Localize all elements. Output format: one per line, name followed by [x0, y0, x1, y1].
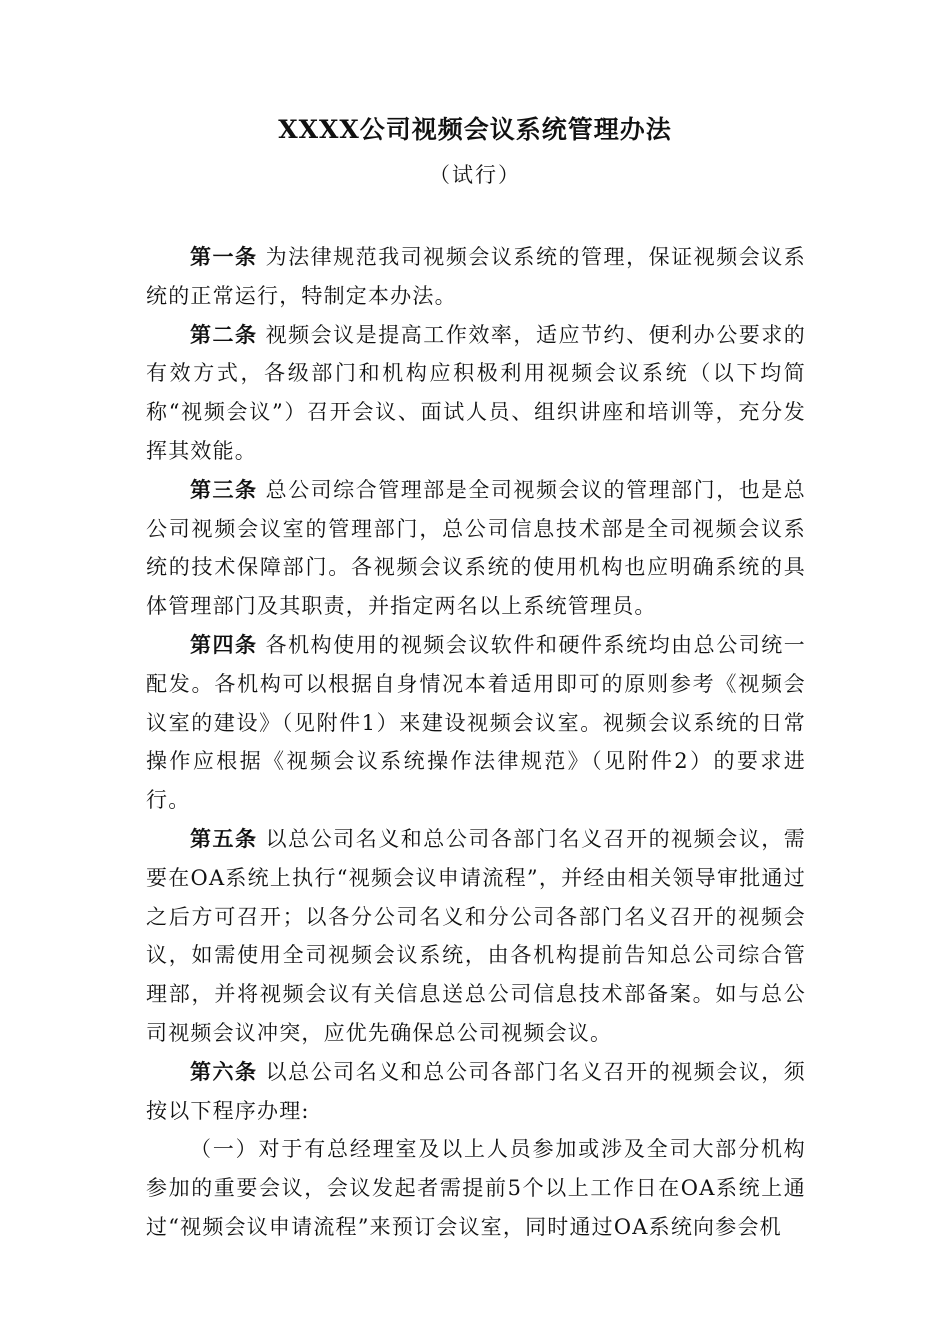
- article-text: 视频会议是提高工作效率，适应节约、便利办公要求的有效方式，各级部门和机构应积极利用视频会议系统（以下均简称“视频会议”）召开会议、面试人员、组织讲座和培训等，充分发挥其效能。: [146, 322, 806, 463]
- article-label: 第四条: [190, 631, 258, 657]
- article-paragraph: [146, 1053, 806, 1131]
- article-paragraph: [146, 820, 806, 1053]
- article-label: 第一条: [190, 244, 258, 269]
- article-label: 第六条: [190, 1058, 258, 1084]
- article-text: 各机构使用的视频会议软件和硬件系统均由总公司统一配发。各机构可以根据自身情况本着适用即可的原则参考《视频会议室的建设》（见附件1）来建设视频会议室。视频会议系统的日常操作应根据《视频会议系统操作法律规范》（见附件2）的要求进行。: [146, 632, 806, 813]
- article-label: 第五条: [190, 825, 258, 851]
- article-text: 以总公司名义和总公司各部门名义召开的视频会议，须按以下程序办理:: [146, 1059, 806, 1123]
- article-text: 为法律规范我司视频会议系统的管理，保证视频会议系统的正常运行，特制定本办法。: [146, 245, 806, 308]
- article-text: 总公司综合管理部是全司视频会议的管理部门，也是总公司视频会议室的管理部门，总公司信息技术部是全司视频会议系统的技术保障部门。各视频会议系统的使用机构也应明确系统的具体管理部门及其职责，并指定两名以上系统管理员。: [146, 477, 806, 619]
- article-paragraph: [146, 626, 806, 820]
- document-subtitle: （试行）: [429, 163, 521, 187]
- article-paragraph: [146, 471, 806, 626]
- article-label: 第二条: [190, 321, 258, 347]
- document-body: [146, 238, 806, 1247]
- document-title: XXXX公司视频会议系统管理办法: [278, 115, 672, 144]
- article-paragraph: [146, 238, 806, 316]
- article-paragraph: [146, 316, 806, 471]
- article-text: 以总公司名义和总公司各部门名义召开的视频会议，需要在OA系统上执行“视频会议申请流程”，并经由相关领导审批通过之后方可召开；以各分公司名义和分公司各部门名义召开的视频会议，如需使用全司视频会议系统，由各机构提前告知总公司综合管理部，并将视频会议有关信息送总公司信息技术部备案。如与总公司视频会议冲突，应优先确保总公司视频会议。: [146, 826, 806, 1045]
- clause-paragraph: （一）对于有总经理室及以上人员参加或涉及全司大部分机构参加的重要会议，会议发起者需提前5个以上工作日在OA系统上通过“视频会议申请流程”来预订会议室，同时通过OA系统向参会机: [146, 1137, 806, 1239]
- article-label: 第三条: [190, 476, 258, 502]
